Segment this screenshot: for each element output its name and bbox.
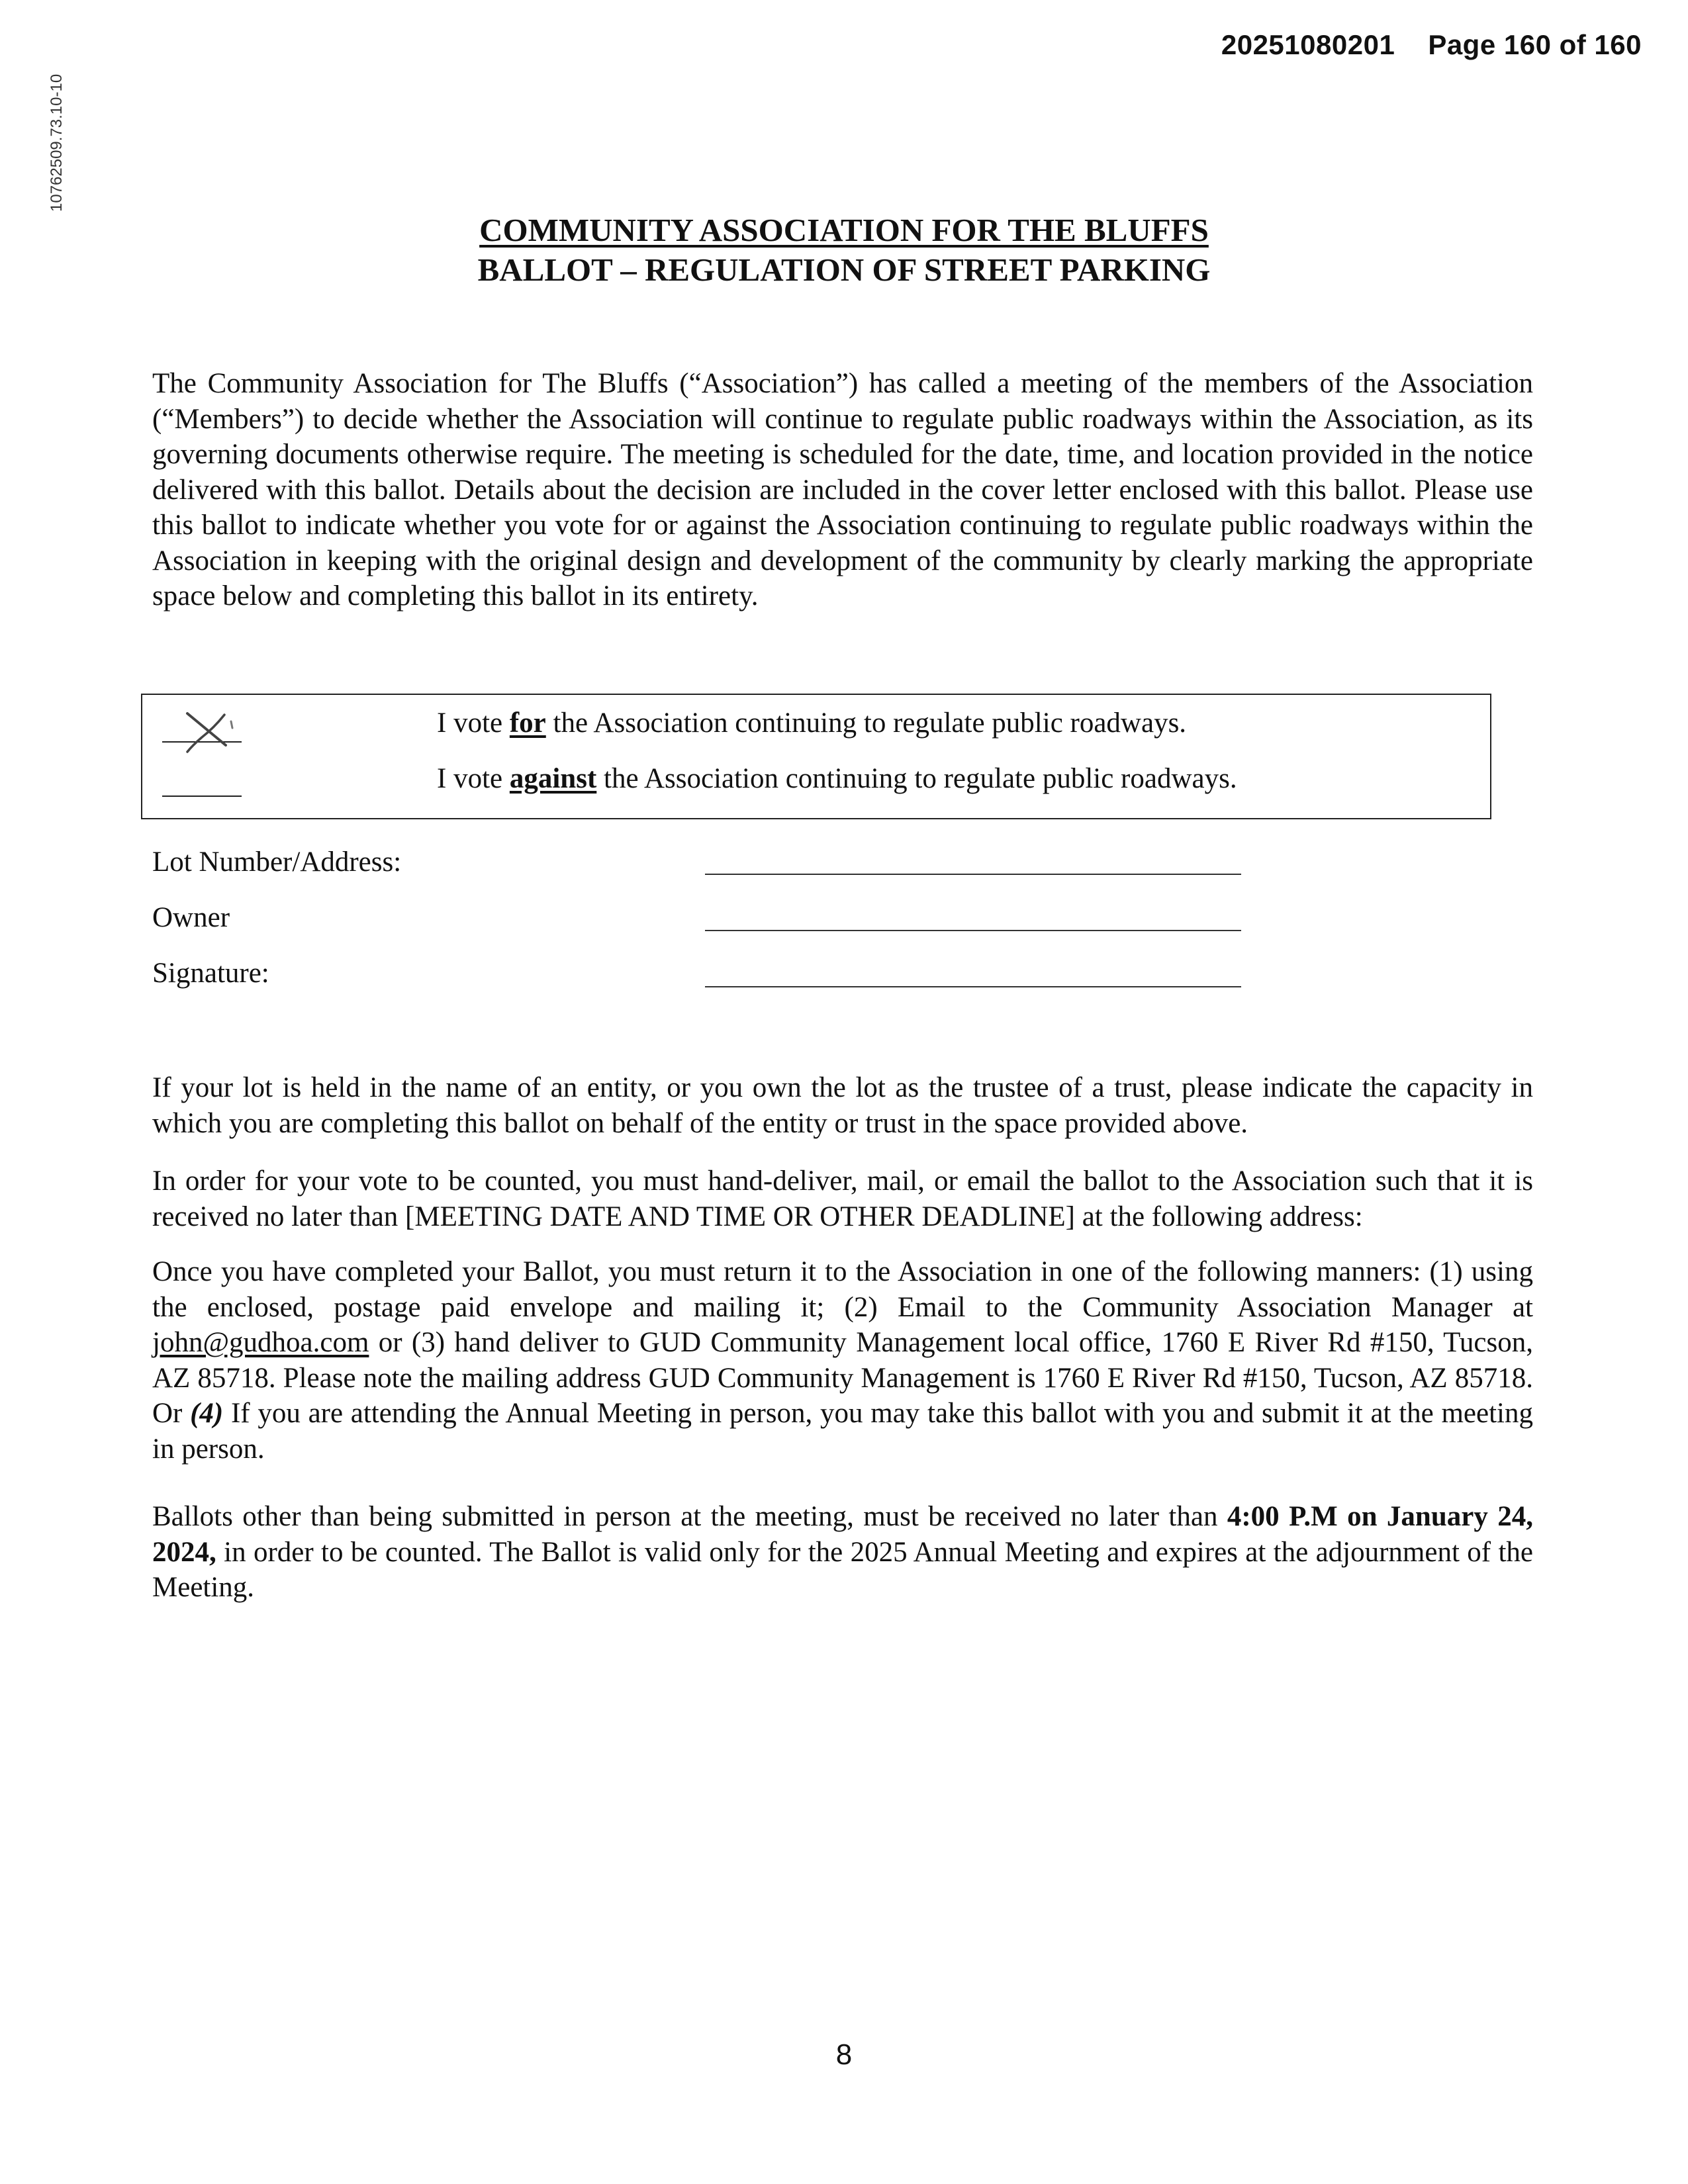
page-number: 8 xyxy=(835,2038,853,2071)
vote-for-suffix: the Association continuing to regulate public roadways. xyxy=(545,707,1187,739)
signature-line[interactable] xyxy=(705,986,1241,987)
owner-label: Owner xyxy=(152,902,230,933)
vote-options-box xyxy=(141,694,1491,819)
vote-against-emphasis: against xyxy=(509,763,597,794)
vote-against-blank[interactable] xyxy=(162,796,242,797)
vote-for-x-mark xyxy=(167,708,247,754)
vote-for-prefix: I vote xyxy=(437,707,510,739)
lot-address-line[interactable] xyxy=(705,874,1241,875)
ballot-deadline-date: 4:00 P.M on January 24, 2024, xyxy=(152,1501,1533,1568)
owner-line[interactable] xyxy=(705,930,1241,931)
return-part-2: or (3) hand deliver to GUD Community Management local office, 1760 E River Rd #150, Tucson, AZ 85718. Please note the mailing address GUD Community Management is 1760 E River Rd #150, Tucson, AZ 85718. Or xyxy=(152,1327,1533,1429)
vote-against-suffix: the Association continuing to regulate public roadways. xyxy=(596,763,1237,794)
vote-for-emphasis: for xyxy=(509,707,546,739)
vote-against-option xyxy=(437,762,1237,795)
page-header xyxy=(1188,29,1642,61)
vote-for-option xyxy=(437,707,1186,739)
page-indicator: Page 160 of 160 xyxy=(1428,29,1642,60)
intro-paragraph: The Community Association for The Bluffs (“Association”) has called a meeting of the members of the Association (“Members”) to decide whether the Association will continue to regulate public roadways within the Association, as its governing documents otherwise require. The meeting is scheduled for the date, time, and location provided in the notice delivered with this ballot. Details about the decision are included in the cover letter enclosed with this ballot. Please use this ballot to indicate whether you vote for or against the Association continuing to regulate public roadways within the Association in keeping with the original design and development of the community by clearly marking the appropriate space below and completing this ballot in its entirety. xyxy=(152,368,1533,612)
vote-against-prefix: I vote xyxy=(437,763,510,794)
ballot-deadline-part-2: in order to be counted. The Ballot is valid only for the 2025 Annual Meeting and expires at the adjournment of the Meeting. xyxy=(152,1536,1533,1603)
return-option-4: (4) xyxy=(190,1398,224,1429)
lot-address-label: Lot Number/Address: xyxy=(152,846,402,878)
ballot-deadline-part-1: Ballots other than being submitted in person at the meeting, must be received no later than xyxy=(152,1501,1227,1532)
return-instructions-paragraph xyxy=(152,1254,1533,1467)
ballot-deadline-paragraph xyxy=(152,1499,1533,1606)
document-number: 20251080201 xyxy=(1221,29,1395,60)
return-part-1: Once you have completed your Ballot, you must return it to the Association in one of the following manners: (1) using the enclosed, postage paid envelope and mailing it; (2) Email to the Community Association Manager at xyxy=(152,1256,1533,1323)
title-line-ballot: BALLOT – REGULATION OF STREET PARKING xyxy=(477,251,1211,288)
manager-email-link[interactable]: john@gudhoa.com xyxy=(152,1327,369,1358)
title-line-association: COMMUNITY ASSOCIATION FOR THE BLUFFS xyxy=(479,212,1209,248)
signature-label: Signature: xyxy=(152,958,269,989)
side-margin-code: 10762509.73.10-10 xyxy=(48,73,66,212)
deadline-paragraph: In order for your vote to be counted, you must hand-deliver, mail, or email the ballot to the Association such that it is received no later than [MEETING DATE AND TIME OR OTHER DEADLINE] at the following address: xyxy=(152,1165,1533,1232)
entity-paragraph: If your lot is held in the name of an entity, or you own the lot as the trustee of a trust, please indicate the capacity in which you are completing this ballot on behalf of the entity or trust in the space provided above. xyxy=(152,1072,1533,1139)
ballot-title xyxy=(0,210,1688,290)
return-part-3: If you are attending the Annual Meeting in person, you may take this ballot with you and submit it at the meeting in person. xyxy=(152,1398,1533,1465)
